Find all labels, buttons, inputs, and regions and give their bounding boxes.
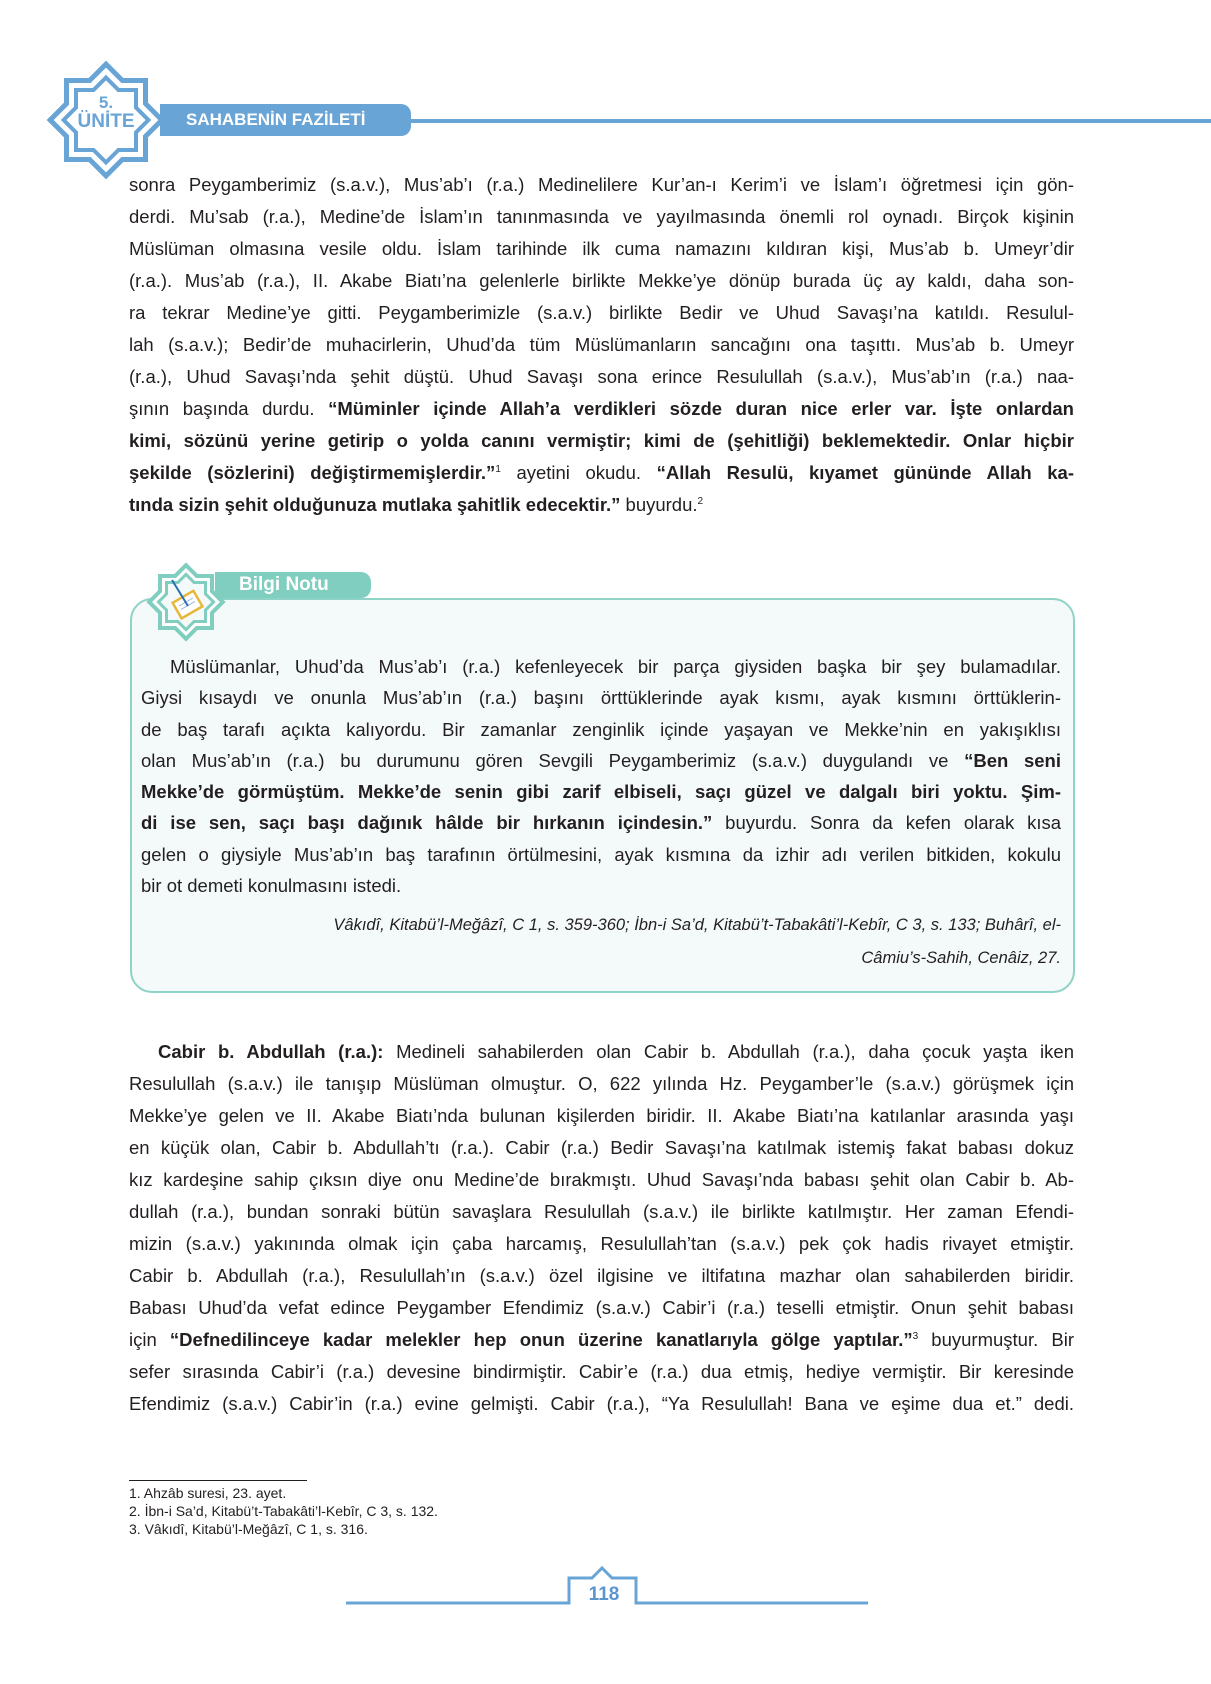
text-run: Efendimiz (s.a.v.) Cabir’in (r.a.) evine gelmişti. Cabir (r.a.), “Ya Resulullah! Bana ve eşime dua et.” dedi. [129, 1393, 1074, 1414]
text-run: sonra Peygamberimiz (s.a.v.), Mus’ab’ı (r.a.) Medinelilere Kur’an-ı Kerim’i ve İslam’ı öğretmesi için gön- [129, 174, 1074, 195]
footnote-3: 3. Vâkıdî, Kitabü’l-Meğâzî, C 1, s. 316. [129, 1521, 368, 1537]
text-line [141, 807, 1061, 838]
text-line [129, 1068, 1074, 1100]
text-line [141, 745, 1061, 776]
text-line [129, 457, 1074, 489]
paragraph-mus-ab [129, 169, 1074, 521]
text-run: (r.a.), Uhud Savaşı’nda şehit düştü. Uhud Savaşı sona erince Resulullah (s.a.v.), Mus’ab’ın (r.a.) naa- [129, 366, 1074, 387]
text-line [129, 393, 1074, 425]
text-run: kız kardeşine sahip çıksın diye onu Medine’de bırakmıştı. Uhud Savaşı’nda babası şehit olan Cabir b. Ab- [129, 1169, 1074, 1190]
text-run: olan Mus’ab’ın (r.a.) bu durumunu gören Sevgili Peygamberimiz (s.a.v.) duygulandı ve [141, 749, 965, 771]
unit-label [44, 93, 168, 131]
footnote-ref: 1 [495, 464, 501, 475]
text-line [129, 1100, 1074, 1132]
bold-quote: “Müminler içinde Allah’a verdikleri sözde duran nice erler var. İşte onlardan [328, 398, 1074, 419]
text-run: Cabir b. Abdullah (r.a.), Resulullah’ın (s.a.v.) özel ilgisine ve iltifatına mazhar olan sahabilerden biridir. [129, 1265, 1074, 1286]
text-line [129, 1164, 1074, 1196]
text-line [129, 1132, 1074, 1164]
bold-quote: di ise sen, saçı başı dağınık hâlde bir hırkanın içindesin.” [141, 812, 713, 834]
text-line [129, 201, 1074, 233]
text-run: Medineli sahabilerden olan Cabir b. Abdullah (r.a.), daha çocuk yaşta iken [383, 1041, 1074, 1062]
text-run: dullah (r.a.), bundan sonraki bütün savaşlara Resulullah (s.a.v.) ile birlikte katılmıştır. Her zaman Efendi- [129, 1201, 1074, 1222]
text-run: Müslümanlar, Uhud’da Mus’ab’ı (r.a.) kefenleyecek bir parça giysiden başka bir şey bulamadılar. [170, 656, 1061, 677]
footnote-rule [129, 1480, 307, 1481]
text-line [129, 1388, 1074, 1420]
text-run: ayetini okudu. [500, 462, 657, 483]
footnote-ref: 2 [697, 496, 704, 507]
text-run: şının başında durdu. [129, 398, 329, 419]
header-rule [405, 119, 1211, 123]
text-run: (r.a.). Mus’ab (r.a.), II. Akabe Biatı’na gelenlerle birlikte Mekke’ye dönüp burada üç ay kaldı, daha son- [129, 270, 1074, 291]
bold-quote: “Allah Resulü, kıyamet gününde Allah ka- [656, 462, 1074, 483]
text-run: sefer sırasında Cabir’i (r.a.) devesine bindirmiştir. Cabir’e (r.a.) dua etmiş, hediye vermiştir. Bir keresinde [129, 1361, 1074, 1382]
bold-quote: tında sizin şehit olduğunuza mutlaka şahitlik edecektir.” [129, 494, 621, 515]
text-line [129, 1356, 1074, 1388]
info-box-title: Bilgi Notu [215, 572, 371, 598]
text-line [129, 297, 1074, 329]
text-line [129, 1228, 1074, 1260]
text-line [129, 1324, 1074, 1356]
text-line [129, 329, 1074, 361]
bold-quote: kimi, sözünü yerine getirip o yolda canını vermiştir; kimi de (şehitliği) beklemektedir. Onlar hiçbir [129, 430, 1074, 451]
text-run: buyurmuştur. Bir [918, 1329, 1075, 1350]
footnote-2: 2. İbn-i Sa’d, Kitabü’t-Tabakâti’l-Kebîr, C 3, s. 132. [129, 1503, 438, 1519]
text-line [129, 169, 1074, 201]
text-line [129, 489, 1074, 521]
text-run: buyurdu. Sonra da kefen olarak kısa [712, 812, 1062, 834]
page-number: 118 [588, 1584, 620, 1605]
footnote-ref: 3 [912, 1331, 919, 1342]
bold-quote: “Ben seni [964, 749, 1061, 771]
bold-quote: “Defnedilinceye kadar melekler hep onun üzerine kanatlarıyla gölge yaptılar.” [169, 1329, 913, 1350]
text-run: mizin (s.a.v.) yakınında olmak için çaba harcamış, Resulullah’tan (s.a.v.) pek çok hadis rivayet etmiştir. [129, 1233, 1074, 1254]
text-run: Resulullah (s.a.v.) ile tanışıp Müslüman olmuştur. O, 622 yılında Hz. Peygamber’le (s.a.v.) görüşmek için [129, 1073, 1074, 1094]
text-line [129, 425, 1074, 457]
text-line [141, 839, 1061, 870]
text-line [129, 1260, 1074, 1292]
unit-number: 5. [98, 93, 114, 112]
text-line [129, 1036, 1074, 1068]
text-run: de baş tarafı açıkta kalıyordu. Bir zamanlar zenginlik içinde yaşayan ve Mekke’nin en yakışıklısı [141, 718, 1061, 740]
text-run: Babası Uhud’da vefat edince Peygamber Efendimiz (s.a.v.) Cabir’i (r.a.) teselli etmiştir. Onun şehit babası [129, 1297, 1074, 1318]
text-line [141, 651, 1061, 682]
text-run: lah (s.a.v.); Bedir’de muhacirlerin, Uhud’da tüm Müslümanların sancağını ona taşıttı. Mus’ab b. Umeyr [129, 334, 1074, 355]
info-box-source-line-1: Vâkıdî, Kitabü’l-Meğâzî, C 1, s. 359-360; İbn-i Sa’d, Kitabü’t-Tabakâti’l-Kebîr, C 3, s. 133; Buhârî, el- [333, 916, 1061, 934]
text-run: buyurdu. [620, 494, 698, 515]
text-run: en küçük olan, Cabir b. Abdullah’tı (r.a.). Cabir (r.a.) Bedir Savaşı’na katılmak istemiş fakat babası dokuz [129, 1137, 1074, 1158]
info-box-text [141, 651, 1061, 901]
text-line [129, 233, 1074, 265]
bold-quote: Cabir b. Abdullah (r.a.): [158, 1041, 384, 1062]
text-line [129, 1196, 1074, 1228]
text-line [129, 361, 1074, 393]
bold-quote: Mekke’de görmüştüm. Mekke’de senin gibi zarif elbiseli, saçı güzel ve dalgalı biri yoktu. Şim- [141, 781, 1061, 803]
footnote-1: 1. Ahzâb suresi, 23. ayet. [129, 1485, 287, 1501]
text-line [129, 265, 1074, 297]
text-run: ra tekrar Medine’ye gitti. Peygamberimizle (s.a.v.) birlikte Bedir ve Uhud Savaşı’na katıldı. Resulul- [129, 302, 1074, 323]
text-run: bir ot demeti konulmasını istedi. [141, 875, 402, 897]
text-line [141, 682, 1061, 713]
text-run: için [129, 1329, 170, 1350]
bold-quote: şekilde (sözlerini) değiştirmemişlerdir.” [129, 462, 496, 483]
text-line [129, 1292, 1074, 1324]
text-run: gelen o giysiyle Mus’ab’ın baş tarafının örtülmesini, ayak kısmına da izhir adı verilen bitkiden, kokulu [141, 843, 1061, 865]
text-run: Mekke’ye gelen ve II. Akabe Biatı’nda bulunan kişilerden biridir. II. Akabe Biatı’na katılanlar arasında yaşı [129, 1105, 1074, 1126]
text-line [141, 870, 1061, 901]
text-line [141, 714, 1061, 745]
text-line [141, 776, 1061, 807]
text-run: Giysi kısaydı ve onunla Mus’ab’ın (r.a.) başını örttüklerinde ayak kısmı, ayak kısmını örttüklerin- [141, 687, 1061, 709]
paragraph-cabir [129, 1036, 1074, 1420]
unit-text: ÜNİTE [77, 111, 135, 132]
info-box-source-line-2: Câmiu’s-Sahih, Cenâiz, 27. [861, 949, 1061, 967]
notebook-pen-icon [144, 560, 228, 644]
text-run: derdi. Mu’sab (r.a.), Medine’de İslam’ın tanınmasında ve yayılmasında önemli rol oynadı. Birçok kişinin [129, 206, 1074, 227]
section-title: SAHABENİN FAZİLETİ [160, 104, 411, 136]
text-run: Müslüman olmasına vesile oldu. İslam tarihinde ilk cuma namazını kıldıran kişi, Mus’ab b. Umeyr’dir [129, 238, 1074, 259]
